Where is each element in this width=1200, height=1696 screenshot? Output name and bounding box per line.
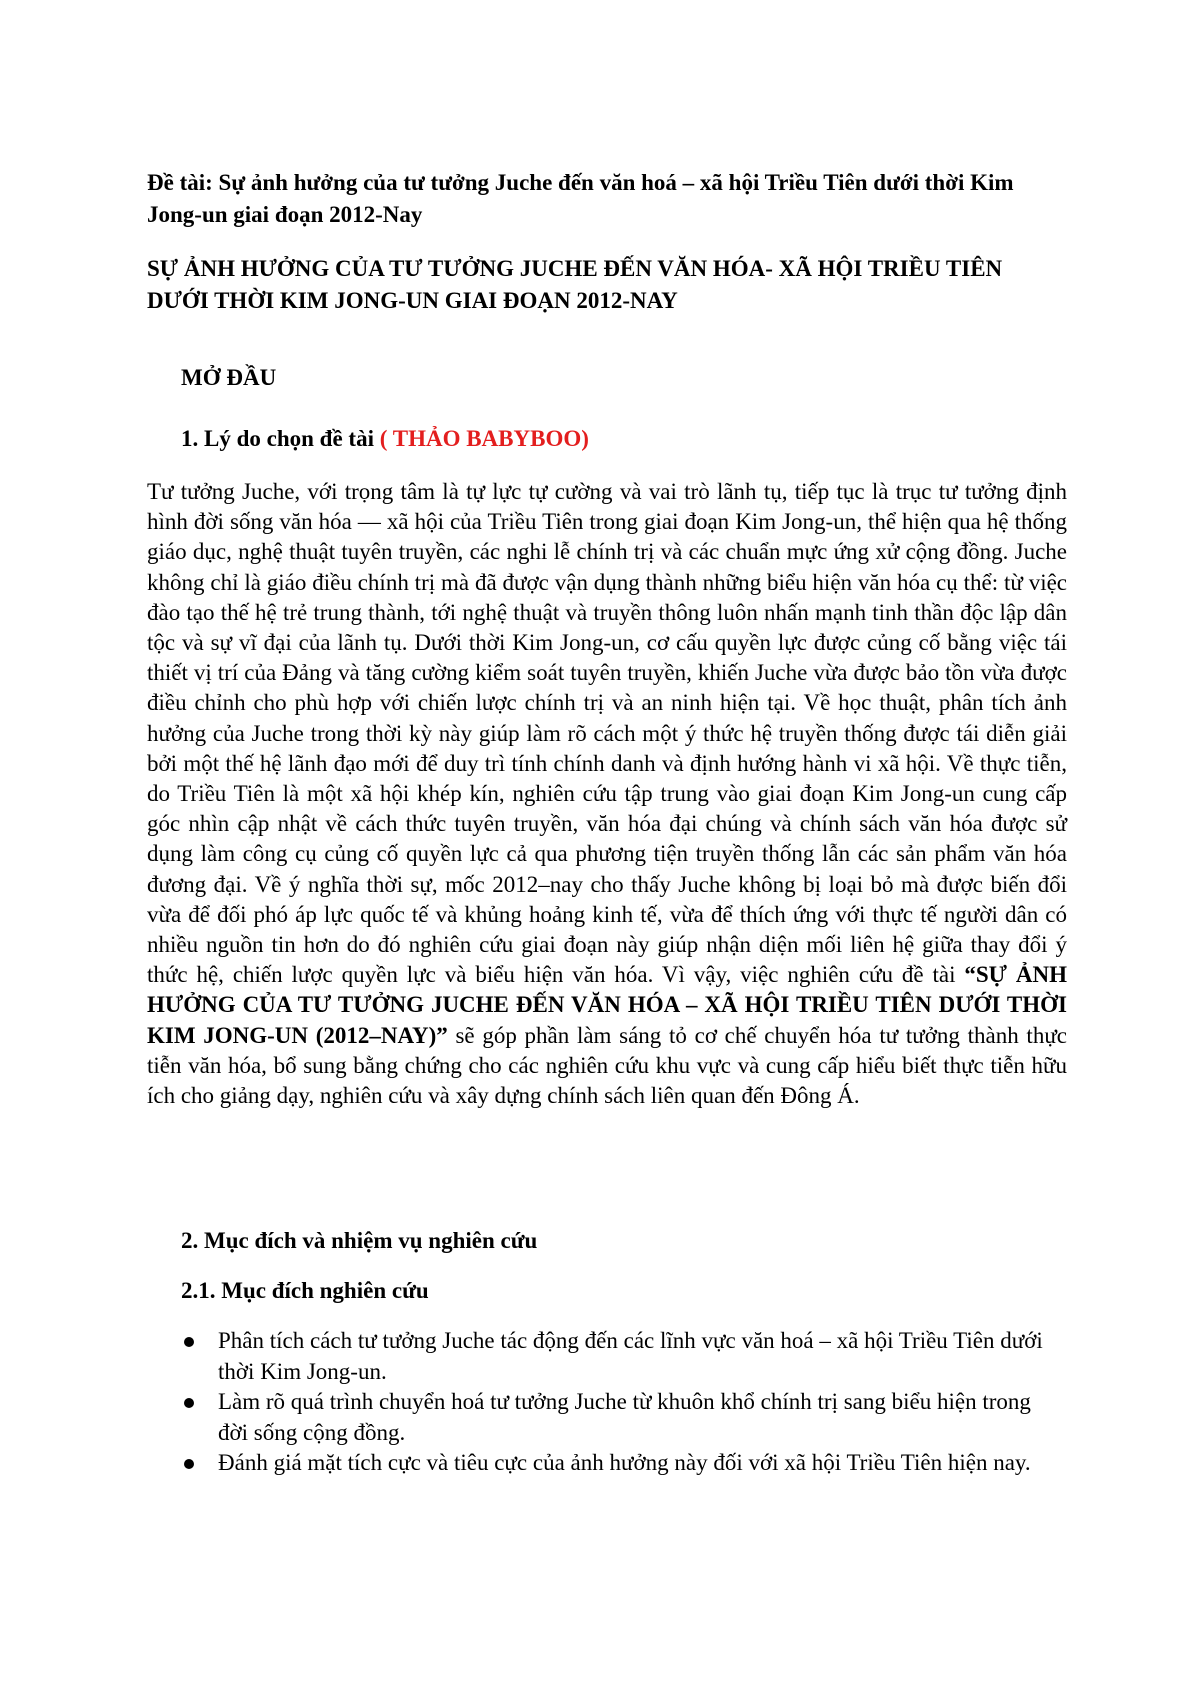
list-item	[181, 1326, 1061, 1387]
document-title: Đề tài: Sự ảnh hưởng của tư tưởng Juche đến văn hoá – xã hội Triều Tiên dưới thời Kim Jong-un giai đoạn 2012-Nay	[147, 170, 1014, 227]
section-1-heading	[181, 423, 589, 455]
list-item-text: Làm rõ quá trình chuyển hoá tư tưởng Juche từ khuôn khổ chính trị sang biểu hiện trong đời sống cộng đồng.	[218, 1389, 1031, 1445]
list-item	[181, 1387, 1061, 1448]
list-item-text: Phân tích cách tư tưởng Juche tác động đến các lĩnh vực văn hoá – xã hội Triều Tiên dưới thời Kim Jong-un.	[218, 1328, 1043, 1384]
section-1-heading-text: 1. Lý do chọn đề tài	[181, 426, 374, 451]
section-2-1-heading: 2.1. Mục đích nghiên cứu	[181, 1278, 429, 1303]
list-item-text: Đánh giá mặt tích cực và tiêu cực của ảnh hưởng này đối với xã hội Triều Tiên hiện nay.	[218, 1450, 1031, 1475]
author-tag: ( THẢO BABYBOO)	[379, 426, 589, 451]
section-2-heading: 2. Mục đích và nhiệm vụ nghiên cứu	[181, 1228, 538, 1253]
bullet-dot-icon	[184, 1337, 194, 1347]
intro-heading: MỞ ĐẦU	[181, 365, 277, 390]
purpose-bullet-list	[181, 1326, 1061, 1479]
bullet-dot-icon	[184, 1459, 194, 1469]
bullet-dot-icon	[184, 1398, 194, 1408]
paragraph-bold-topic: “SỰ ẢNH HƯỞNG CỦA TƯ TƯỞNG JUCHE ĐẾN VĂN HÓA – XÃ HỘI TRIỀU TIÊN DƯỚI THỜI KIM JONG-UN (2012–NAY)”	[147, 962, 1067, 1048]
paragraph-text-part-2: sẽ góp phần làm sáng tỏ cơ chế chuyển hóa tư tưởng thành thực tiễn văn hóa, bổ sung bằng chứng cho các nghiên cứu khu vực và cung cấp hiểu biết thực tiễn hữu ích cho giảng dạy, nghiên cứu và xây dựng chính sách liên quan đến Đông Á.	[147, 1022, 1067, 1109]
paragraph-text-part-1: Tư tưởng Juche, với trọng tâm là tự lực tự cường và vai trò lãnh tụ, tiếp tục là trục tư tưởng định hình đời sống văn hóa — xã hội của Triều Tiên trong giai đoạn Kim Jong-un, thể hiện qua hệ thống giáo dục, nghệ thuật tuyên truyền, các nghi lễ chính trị và các chuẩn mực ứng xử cộng đồng. Juche không chỉ là giáo điều chính trị mà đã được vận dụng thành những biểu hiện văn hóa cụ thể: từ việc đào tạo thế hệ trẻ trung thành, tới nghệ thuật và truyền thông luôn nhấn mạnh tinh thần độc lập dân tộc và sự vĩ đại của lãnh tụ. Dưới thời Kim Jong-un, cơ cấu quyền lực được củng cố bằng việc tái thiết vị trí của Đảng và tăng cường kiểm soát tuyên truyền, khiến Juche vừa được bảo tồn vừa được điều chỉnh cho phù hợp với chiến lược chính trị và an ninh hiện tại. Về học thuật, phân tích ảnh hưởng của Juche trong thời kỳ này giúp làm rõ cách một ý thức hệ truyền thống được tái diễn giải bởi một thế hệ lãnh đạo mới để duy trì tính chính danh và định hướng hành vi xã hội. Về thực tiễn, do Triều Tiên là một xã hội khép kín, nghiên cứu tập trung vào giai đoạn Kim Jong-un cung cấp góc nhìn cập nhật về cách thức tuyên truyền, văn hóa đại chúng và chính sách văn hóa được sử dụng làm công cụ củng cố quyền lực cả qua phương tiện truyền thống lẫn các sản phẩm văn hóa đương đại. Về ý nghĩa thời sự, mốc 2012–nay cho thấy Juche không bị loại bỏ mà được biến đổi vừa để đối phó áp lực quốc tế và khủng hoảng kinh tế, vừa để thích ứng với thực tế người dân có nhiều nguồn tin hơn do đó nghiên cứu giai đoạn này giúp nhận diện mối liên hệ giữa thay đổi ý thức hệ, chiến lược quyền lực và biểu hiện văn hóa. Vì vậy, việc nghiên cứu đề tài	[147, 479, 1067, 988]
main-title: SỰ ẢNH HƯỞNG CỦA TƯ TƯỞNG JUCHE ĐẾN VĂN HÓA- XÃ HỘI TRIỀU TIÊN DƯỚI THỜI KIM JONG-UN GIAI ĐOẠN 2012-NAY	[147, 256, 1003, 313]
section-1-paragraph	[147, 477, 1067, 1111]
list-item	[181, 1448, 1061, 1479]
